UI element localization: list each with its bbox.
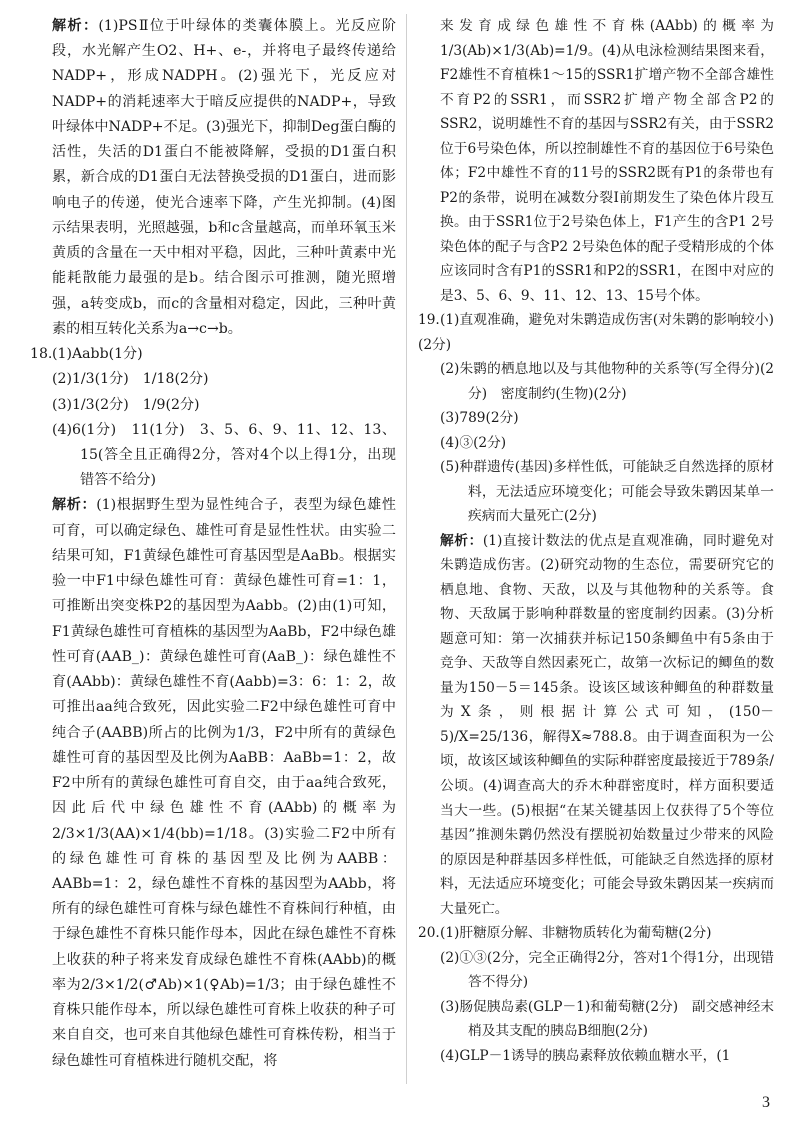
- q19-answer-2: (2)朱鹮的栖息地以及与其他物种的关系等(写全得分)(2分) 密度制约(生物)(2分): [440, 361, 774, 402]
- q20-answer-2: (2)①③(2分，完全正确得2分，答对1个得1分，出现错答不得分): [440, 949, 774, 991]
- question-number: 18.: [30, 346, 53, 363]
- column-divider: [406, 14, 407, 1084]
- right-column: [418, 14, 774, 1068]
- q17-analysis: [30, 14, 396, 342]
- q19-answer-1: [418, 308, 774, 357]
- q18-answer-1-text: (1)Aabb(1分): [52, 346, 143, 363]
- q18-answer-4: (4)6(1分) 11(1分) 3、5、6、9、11、12、13、15(答全且正确得2分，答对4个以上得1分，出现错答不给分): [52, 421, 396, 489]
- q18-answer-2: (2)1/3(1分) 1/18(2分): [52, 371, 209, 388]
- question-number: 20.: [418, 925, 440, 942]
- q18-analysis-continued: 来发育成绿色雄性不育株(AAbb)的概率为1/3(Ab)×1/3(Ab)=1/9。(4)从电泳检测结果图来看，F2雄性不育植株1～15的SSR1扩增产物不全部含雄性不育P2的SSR1，而SSR2扩增产物全部含P2的SSR2，说明雄性不育的基因与SSR2有关，由于SSR2位于6号染色体，所以控制雄性不育的基因位于6号染色体；F2中雄性不育的11号的SSR2既有P1的条带也有P2的条带，说明在减数分裂Ⅰ前期发生了染色体片段互换。由于SSR1位于2号染色体上，F1产生的含P1 2号染色体的配子与含P2 2号染色体的配子受精形成的个体应该同时含有P1的SSR1和P2的SSR1，在图中对应的是3、5、6、9、11、12、13、15号个体。: [440, 18, 774, 304]
- left-column: [30, 14, 396, 1074]
- q20-answer-4: (4)GLP－1诱导的胰岛素释放依赖血糖水平，(1: [440, 1047, 731, 1064]
- q18-analysis-text: (1)根据野生型为显性纯合子，表型为绿色雄性可育，可以确定绿色、雄性可育是显性性状。由实验二结果可知，F1黄绿色雄性可育基因型是AaBb。根据实验一中F1中绿色雄性可育：黄绿色雄性可育=1：1，可推断出突变株P2的基因型为Aabb。(2)由(1)可知，F1黄绿色雄性可育植株的基因型为AaBb，F2中绿色雄性可育(AAB_)：黄绿色雄性可育(AaB_)：绿色雄性不育(AAbb)：黄绿色雄性不育(Aabb)=3：6：1：2，故可推出aa纯合致死，因此实验二F2中绿色雄性可育中纯合子(AABB)所占的比例为1/3，F2中所有的黄绿色雄性可育的基因型及比例为AaBB：AaBb=1：2，故F2中所有的黄绿色雄性可育自交，由于aa纯合致死，因此后代中绿色雄性不育(AAbb)的概率为2/3×1/3(AA)×1/4(bb)=1/18。(3)实验二F2中所有的绿色雄性可育株的基因型及比例为AABB：AABb=1：2，绿色雄性不育株的基因型为AAbb，将所有的绿色雄性可育株与绿色雄性不育株间行种植，由于绿色雄性不育株只能作母本，因此在绿色雄性不育株上收获的种子将来发育成绿色雄性不育株(AAbb)的概率为2/3×1/2(♂Ab)×1(♀Ab)=1/3；由于绿色雄性不育株只能作母本，所以绿色雄性可育株上收获的种子可来自自交，也可来自其他绿色雄性可育株传粉，相当于绿色雄性可育植株进行随机交配，将: [52, 497, 396, 1069]
- question-number: 19.: [418, 312, 440, 329]
- analysis-label: 解析：: [52, 18, 99, 34]
- q18-answer-1: [30, 342, 396, 367]
- q19-answer-1-text: (1)直观准确，避免对朱鹮造成伤害(对朱鹮的影响较小)(2分): [418, 312, 774, 353]
- q18-answer-3: (3)1/3(2分) 1/9(2分): [52, 396, 200, 413]
- q19-answer-5: (5)种群遗传(基因)多样性低，可能缺乏自然选择的原材料，无法适应环境变化；可能会导致朱鹮因某单一疾病而大量死亡(2分): [440, 459, 774, 525]
- q17-analysis-text: (1)PSⅡ位于叶绿体的类囊体膜上。光反应阶段，水光解产生O2、H+、e-，并将电子最终传递给NADP+，形成NADPH。(2)强光下，光反应对NADP+的消耗速率大于暗反应提供的NADP+，导致叶绿体中NADP+不足。(3)强光下，抑制Deg蛋白酶的活性，失活的D1蛋白不能被降解，受损的D1蛋白积累，新合成的D1蛋白无法替换受损的D1蛋白，进而影响电子的传递，使光合速率下降，产生光抑制。(4)图示结果表明，光照越强，b和c含量越高，而单环氧玉米黄质的含量在一天中相对平稳，因此，三种叶黄素中光能耗散能力最强的是b。结合图示可推测，随光照增强，a转变成b，而c的含量相对稳定，因此，三种叶黄素的相互转化关系为a→c→b。: [52, 18, 397, 337]
- q20-answer-1-text: (1)肝糖原分解、非糖物质转化为葡萄糖(2分): [440, 925, 712, 942]
- q20-answer-3: (3)肠促胰岛素(GLP－1)和葡萄糖(2分) 副交感神经末梢及其支配的胰岛B细胞(2分): [440, 998, 774, 1040]
- q19-answer-4: (4)③(2分): [440, 434, 507, 451]
- q19-answer-3: (3)789(2分): [440, 410, 519, 427]
- q19-analysis: [418, 529, 774, 921]
- q19-analysis-text: (1)直接计数法的优点是直观准确，同时避免对朱鹮造成伤害。(2)研究动物的生态位，需要研究它的栖息地、食物、天敌，以及与其他物种的关系等。食物、天敌属于影响种群数量的密度制约因素。(3)分析题意可知：第一次捕获并标记150条鲫鱼中有5条由于竞争、天敌等自然因素死亡，故第一次标记的鲫鱼的数量为150－5＝145条。设该区域该种鲫鱼的种群数量为X条，则根据计算公式可知，(150－5)/X=25/136，解得X≈788.8。由于调查面积为一公顷，故该区域该种鲫鱼的实际种群密度最接近于789条/公顷。(4)调查高大的乔木种群密度时，样方面积要适当大一些。(5)根据“在某关键基因上仅获得了5个等位基因”推测朱鹮仍然没有摆脱初始数量过少带来的风险的原因是种群基因多样性低，可能缺乏自然选择的原材料，无法适应环境变化；可能会导致朱鹮因某一疾病而大量死亡。: [440, 532, 774, 917]
- q18-analysis: [30, 493, 396, 1073]
- analysis-label: 解析：: [440, 532, 483, 549]
- analysis-label: 解析：: [52, 497, 97, 514]
- page-number: 3: [762, 1094, 770, 1111]
- q20-answer-1: [418, 921, 774, 946]
